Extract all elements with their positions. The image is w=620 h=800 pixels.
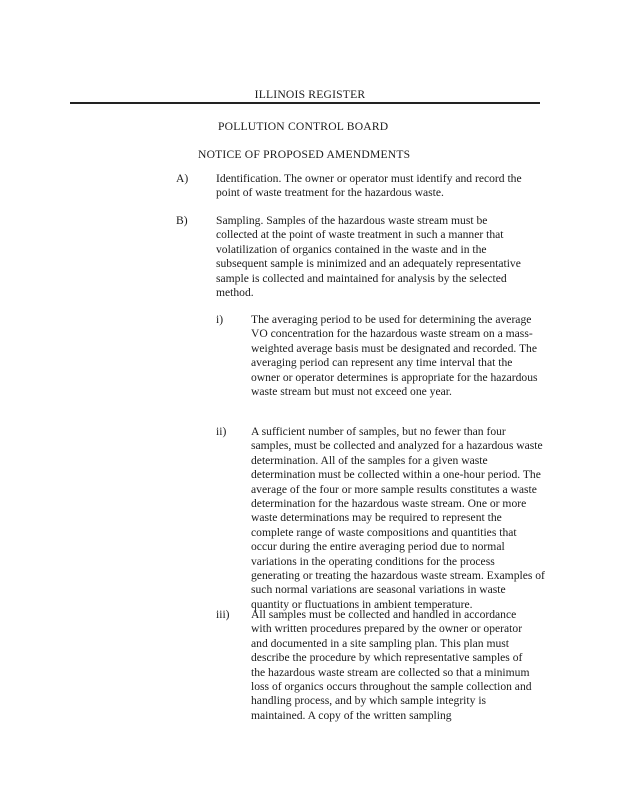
section-text-a: Identification. The owner or operator must identify and record the point of waste treatment for the hazardous waste. [216, 172, 522, 200]
subsection-text-iii: All samples must be collected and handled in accordance with written procedures prepared by the owner or operator and documented in a site sampling plan. This plan must describe the procedure by which representative samples of the hazardous waste stream are collected so that a minimum loss of organics occurs throughout the sample collection and handling process, and by which sample integrity is maintained. A copy of the written sampling [251, 608, 532, 722]
subsection-label-iii: iii) [216, 608, 230, 621]
subsection-label-ii: ii) [216, 425, 227, 438]
board-title: POLLUTION CONTROL BOARD [218, 120, 389, 133]
section-text-b: Sampling. Samples of the hazardous waste stream must be collected at the point of waste treatment in such a manner that volatilization of organics contained in the waste and in the subsequent sample is minimized and an adequately representative sample is collected and maintained for analysis by the selected method. [216, 214, 521, 300]
header-rule [70, 102, 540, 104]
register-header: ILLINOIS REGISTER [254, 88, 366, 101]
subsection-label-i: i) [216, 313, 224, 326]
section-label-b: B) [176, 214, 188, 227]
notice-title: NOTICE OF PROPOSED AMENDMENTS [198, 148, 411, 161]
subsection-text-i: The averaging period to be used for determining the average VO concentration for the hazardous waste stream on a mass-weighted average basis must be designated and recorded. The averaging period can represent any time interval that the owner or operator determines is appropriate for the hazardous waste stream but must not exceed one year. [251, 313, 538, 399]
subsection-text-ii: A sufficient number of samples, but no fewer than four samples, must be collected and analyzed for a hazardous waste determination. All of the samples for a given waste determination must be collected within a one-hour period. The average of the four or more sample results constitutes a waste determination for the hazardous waste stream. One or more waste determinations may be required to represent the complete range of waste compositions and quantities that occur during the entire averaging period due to normal variations in the operating conditions for the process generating or treating the hazardous waste stream. Examples of such normal variations are seasonal variations in waste quantity or fluctuations in ambient temperature. [251, 425, 545, 611]
section-label-a: A) [176, 172, 189, 185]
